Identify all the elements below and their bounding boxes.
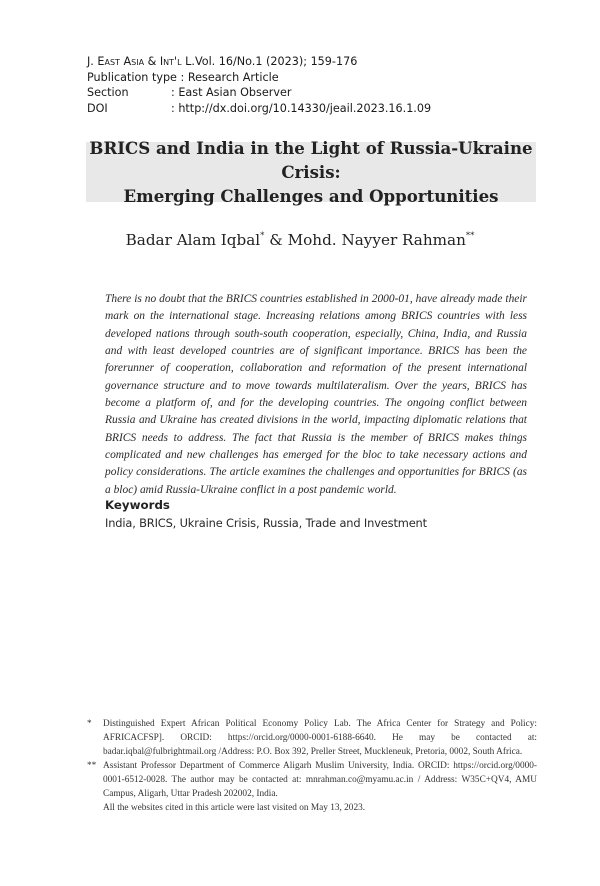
article-title: [86, 138, 536, 206]
section-row: [87, 85, 537, 101]
websites-note: All the websites cited in this article were last visited on May 13, 2023.: [103, 803, 366, 813]
title-line-1: BRICS and India in the Light of Russia-Ukraine Crisis:: [89, 138, 533, 182]
footnote-2-text: Assistant Professor Department of Commerce Aligarh Muslim University, India. ORCID: https://orcid.org/0000-0001-6512-0028. The author may be contacted at: mnrahman.co@myamu.ac.in / Address: W35C+QV4, AMU Campus, Aligarh, Uttar Pradesh 202002, India.: [103, 761, 537, 799]
author-2: Mohd. Nayyer Rahman: [287, 231, 466, 249]
abstract: There is no doubt that the BRICS countries established in 2000-01, have already made their mark on the international stage. Increasing relations among BRICS countries with less developed nations through south-south cooperation, especially, China, India, and Russia and with least developed countries are of significant importance. BRICS has been the forerunner of cooperation, collaboration and reformation of the present international governance structure and to move towards multilateralism. Over the years, BRICS has become a platform of, and for the developing countries. The ongoing conflict between Russia and Ukraine has created divisions in the world, impacting diplomatic relations that BRICS needs to address. The fact that Russia is the member of BRICS makes things complicated and new challenges has emerged for the bloc to take necessary actions and policy considerations. The article examines the challenges and opportunities for BRICS (as a bloc) amid Russia-Ukraine conflict in a post pandemic world.: [105, 293, 527, 496]
author-1: Badar Alam Iqbal: [125, 231, 261, 249]
publication-type-label: Publication type: [87, 70, 177, 84]
article-header: [87, 54, 537, 116]
publication-type-value: : Research Article: [180, 70, 279, 84]
publication-type-row: [87, 70, 537, 86]
citation-line: [87, 54, 537, 70]
title-line-2: Emerging Challenges and Opportunities: [123, 186, 499, 206]
footnote-1-mark: *: [87, 719, 92, 729]
footnote-2-mark: **: [87, 761, 97, 771]
section-value: : East Asian Observer: [171, 86, 292, 100]
keywords-list: India, BRICS, Ukraine Crisis, Russia, Trade and Investment: [105, 516, 427, 530]
footnotes: [87, 717, 537, 815]
section-label: Section: [87, 86, 129, 100]
author-line: [60, 231, 540, 249]
doi-row: [87, 101, 537, 117]
doi-label: DOI: [87, 101, 108, 115]
doi-link[interactable]: : http://dx.doi.org/10.14330/jeail.2023.16.1.09: [171, 101, 432, 115]
journal-abbreviation: J. East Asia & Int'l L.: [87, 55, 195, 68]
volume-citation: Vol. 16/No.1 (2023); 159-176: [194, 55, 358, 68]
author-1-footnote-mark: *: [260, 231, 265, 241]
keywords-heading: Keywords: [105, 498, 170, 512]
author-2-footnote-mark: **: [465, 231, 475, 241]
footnote-2: [87, 759, 537, 801]
footnote-1-text: Distinguished Expert African Political Economy Policy Lab. The Africa Center for Strategy and Policy: AFRICACFSP]. ORCID: https://orcid.org/0000-0001-6188-6640. He may be contacted at: badar.iqbal@fulbrightmail.org /Address: P.O. Box 392, Preller Street, Muckleneuk, Pretoria, 0002, South Africa.: [103, 719, 537, 757]
author-separator: &: [264, 231, 288, 249]
footnote-1: [87, 717, 537, 759]
